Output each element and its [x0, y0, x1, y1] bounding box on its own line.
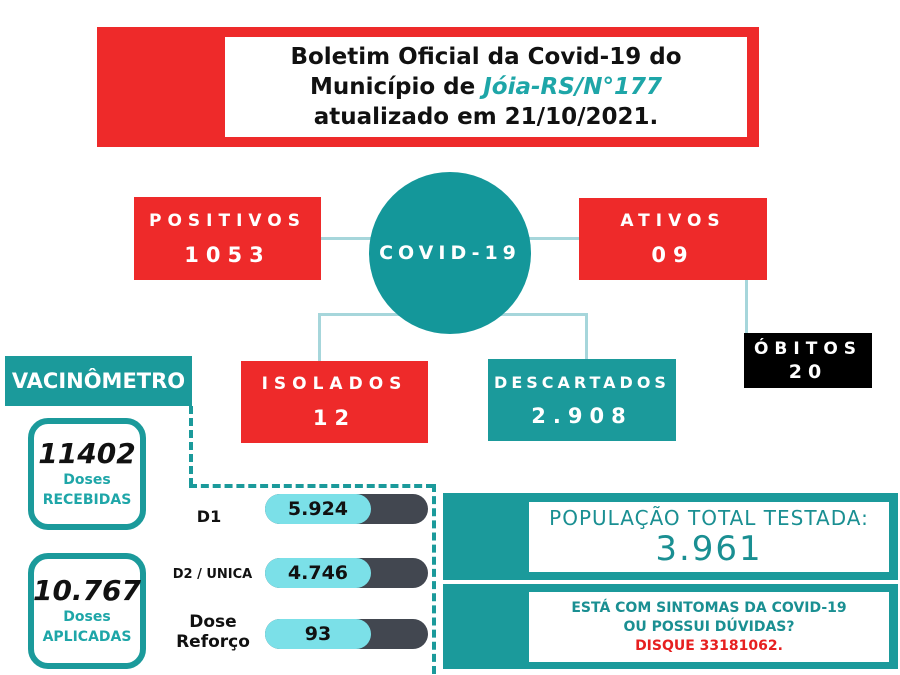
dose-d1-label: D1	[196, 507, 222, 526]
dose-d1-bar	[265, 494, 428, 524]
populacao-label: POPULAÇÃO TOTAL TESTADA:	[549, 506, 869, 530]
positivos-label: POSITIVOS	[149, 210, 306, 231]
dose-d1-value: 5.924	[287, 498, 349, 520]
title-line-2	[310, 72, 662, 102]
sintomas-box	[529, 592, 889, 662]
vacinometro-title	[5, 356, 192, 406]
descartados-label: DESCARTADOS	[494, 372, 670, 392]
populacao-box	[529, 502, 889, 572]
dose-reforco-bar-fill	[265, 619, 371, 649]
obitos-box	[744, 333, 872, 388]
ativos-value: 09	[651, 243, 695, 267]
doses-recebidas-line2: RECEBIDAS	[42, 492, 132, 508]
doses-aplicadas-card	[28, 553, 146, 669]
dose-reforco-value: 93	[304, 623, 332, 645]
title-city: Jóia-RS/N°177	[483, 74, 662, 100]
vacinometro-dash-horizontal	[189, 484, 434, 488]
isolados-label: ISOLADOS	[261, 374, 408, 394]
dose-d2-label: D2 / UNICA	[172, 567, 253, 582]
title-line-1: Boletim Oficial da Covid-19 do	[290, 44, 682, 70]
connector-ativos	[522, 237, 582, 240]
vacinometro-dash-right	[432, 484, 436, 674]
sintomas-phone: DISQUE 33181062.	[635, 637, 783, 654]
positivos-value: 1053	[184, 242, 271, 267]
connector-obitos	[745, 279, 748, 334]
doses-recebidas-number: 11402	[38, 437, 136, 470]
obitos-value: 20	[788, 360, 828, 383]
doses-aplicadas-line1: Doses	[63, 609, 111, 625]
sintomas-line-2: OU POSSUI DÚVIDAS?	[623, 618, 795, 635]
connector-descartados	[585, 313, 588, 361]
descartados-value: 2.908	[531, 403, 633, 428]
connector-isolados	[318, 313, 321, 365]
title-municipality-prefix: Município de	[309, 74, 484, 100]
title-line-3: atualizado em 21/10/2021.	[313, 104, 659, 130]
covid-circle	[369, 172, 531, 334]
ativos-label: ATIVOS	[620, 211, 726, 231]
dose-d2-bar-fill	[265, 558, 371, 588]
dose-reforco-label-line1: Dose	[189, 612, 237, 632]
doses-recebidas-line1: Doses	[63, 472, 111, 488]
dose-reforco-bar	[265, 619, 428, 649]
descartados-box	[488, 359, 676, 441]
positivos-box	[134, 197, 321, 280]
sintomas-line-1: ESTÁ COM SINTOMAS DA COVID-19	[571, 599, 847, 616]
doses-recebidas-card	[28, 418, 146, 530]
isolados-value: 12	[312, 406, 357, 430]
dose-reforco-label-line2: Reforço	[176, 632, 250, 652]
bulletin-title	[225, 37, 747, 137]
dose-reforco-label	[168, 612, 258, 652]
vacinometro-dash-vertical	[189, 406, 193, 486]
obitos-label: ÓBITOS	[753, 338, 863, 359]
dose-d1-bar-fill	[265, 494, 371, 524]
doses-aplicadas-line2: APLICADAS	[42, 629, 132, 645]
covid-circle-label: COVID-19	[379, 242, 521, 264]
ativos-box	[579, 198, 767, 280]
dose-d2-bar	[265, 558, 428, 588]
populacao-value: 3.961	[655, 529, 763, 569]
isolados-box	[241, 361, 428, 443]
vacinometro-title-text: VACINÔMETRO	[11, 369, 186, 393]
doses-aplicadas-number: 10.767	[32, 574, 142, 607]
dose-d2-value: 4.746	[287, 562, 349, 584]
